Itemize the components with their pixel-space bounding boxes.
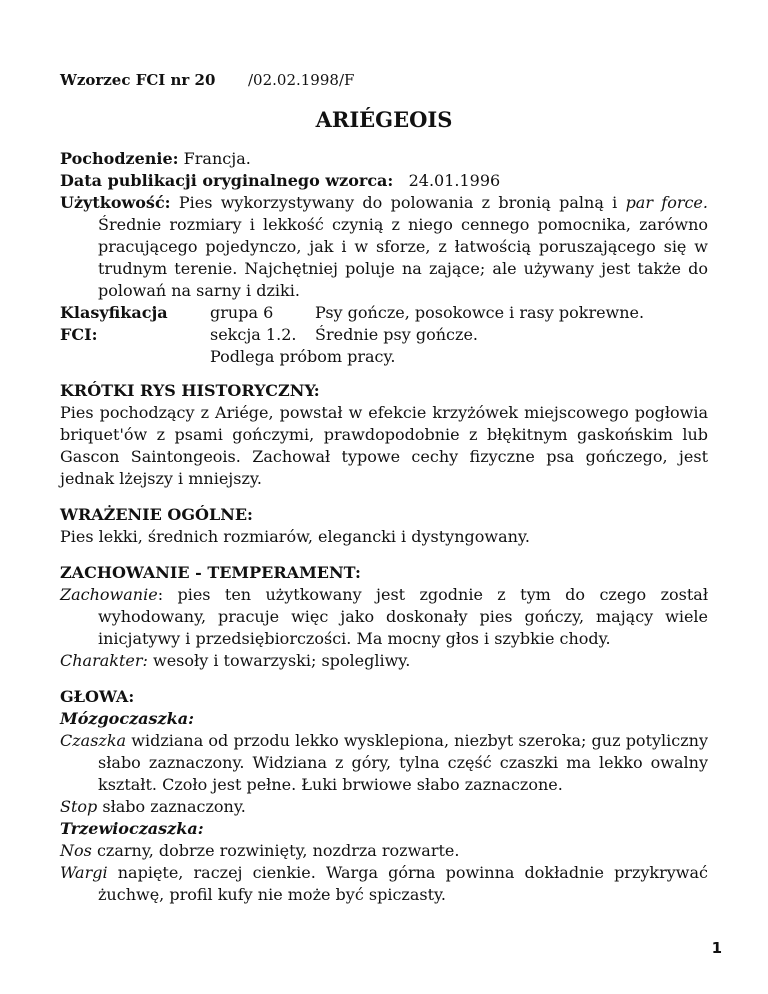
general-heading: WRAŻENIE OGÓLNE: — [60, 505, 253, 524]
classification-label: Klasyfikacja FCI: — [60, 303, 168, 344]
classification-note: Podlega próbom pracy. — [210, 347, 396, 366]
character-text: wesoły i towarzyski; spolegliwy. — [153, 651, 411, 670]
stop-text: słabo zaznaczony. — [102, 797, 246, 816]
nose-paragraph — [60, 840, 708, 862]
origin-label: Pochodzenie: — [60, 149, 179, 168]
lips-paragraph — [60, 862, 708, 906]
utility-text-a: Pies wykorzystywany do polowania z bronią palną i — [178, 193, 618, 212]
publication-value: 24.01.1996 — [408, 171, 501, 190]
origin-line — [60, 148, 708, 170]
skull-text: widziana od przodu lekko wysklepiona, niezbyt szeroka; guz potyliczny słabo zaznaczony. Widziana z góry, tylna część czaszki ma lekko owalny kształt. Czoło jest pełne. Łuki brwiowe słabo zaznaczone. — [98, 731, 709, 794]
behaviour-paragraph — [60, 584, 708, 650]
behaviour-text: : pies ten użytkowany jest zgodnie z tym do czego został wyhodowany, pracuje więc jako doskonały pies gończy, mający wiele inicjatywy i przedsiębiorczości. Ma mocny głos i szybkie chody. — [98, 585, 708, 648]
classification-row-section — [210, 324, 708, 346]
classification-group: grupa 6 — [210, 303, 274, 322]
character-paragraph — [60, 650, 708, 672]
stop-label: Stop — [60, 797, 98, 816]
classification-block — [60, 302, 708, 368]
page-number: 1 — [711, 939, 722, 957]
history-heading: KRÓTKI RYS HISTORYCZNY: — [60, 381, 320, 400]
standard-date: /02.02.1998/F — [248, 71, 355, 89]
origin-value: Francja. — [183, 149, 251, 168]
facial-heading: Trzewioczaszka: — [60, 819, 204, 838]
head-heading: GŁOWA: — [60, 687, 135, 706]
standard-number: Wzorzec FCI nr 20 — [60, 71, 216, 89]
nose-text: czarny, dobrze rozwinięty, nozdrza rozwarte. — [96, 841, 460, 860]
classification-values — [210, 302, 708, 368]
utility-paragraph — [60, 192, 708, 302]
document-page — [60, 70, 708, 906]
lips-label: Wargi — [60, 863, 108, 882]
utility-label: Użytkowość: — [60, 193, 171, 212]
publication-label: Data publikacji oryginalnego wzorca: — [60, 171, 394, 190]
history-text: Pies pochodzący z Ariége, powstał w efekcie krzyżówek miejscowego pogłowia briquet'ów z psami gończymi, prawdopodobnie z błękitnym gaskońskim lub Gascon Saintongeois. Zachował typowe cechy fizyczne psa gończego, jest jednak lżejszy i mniejszy. — [60, 403, 708, 488]
skull-label: Czaszka — [60, 731, 127, 750]
publication-line — [60, 170, 708, 192]
classification-section-name: Średnie psy gończe. — [315, 325, 478, 344]
cranial-heading: Mózgoczaszka: — [60, 709, 194, 728]
document-header — [60, 70, 708, 90]
lips-text: napięte, raczej cienkie. Warga górna powinna dokładnie przykrywać żuchwę, profil kufy nie może być spiczasty. — [98, 863, 709, 904]
stop-paragraph — [60, 796, 708, 818]
utility-text-c: Średnie rozmiary i lekkość czynią z niego cennego pomocnika, zarówno pracującego pojedynczo, jak i w sforze, z łatwością poruszającego się w trudnym terenie. Najchętniej poluje na zające; ale używany jest także do polowań na sarny i dziki. — [98, 215, 708, 300]
behaviour-heading: ZACHOWANIE - TEMPERAMENT: — [60, 563, 361, 582]
general-text: Pies lekki, średnich rozmiarów, elegancki i dystyngowany. — [60, 527, 530, 546]
breed-title: ARIÉGEOIS — [315, 107, 453, 132]
behaviour-label: Zachowanie — [60, 585, 158, 604]
classification-row-group — [210, 302, 708, 324]
classification-section: sekcja 1.2. — [210, 325, 297, 344]
nose-label: Nos — [60, 841, 92, 860]
skull-paragraph — [60, 730, 708, 796]
classification-group-name: Psy gończe, posokowce i rasy pokrewne. — [315, 303, 645, 322]
character-label: Charakter: — [60, 651, 148, 670]
utility-text-par-force: par force. — [625, 193, 708, 212]
